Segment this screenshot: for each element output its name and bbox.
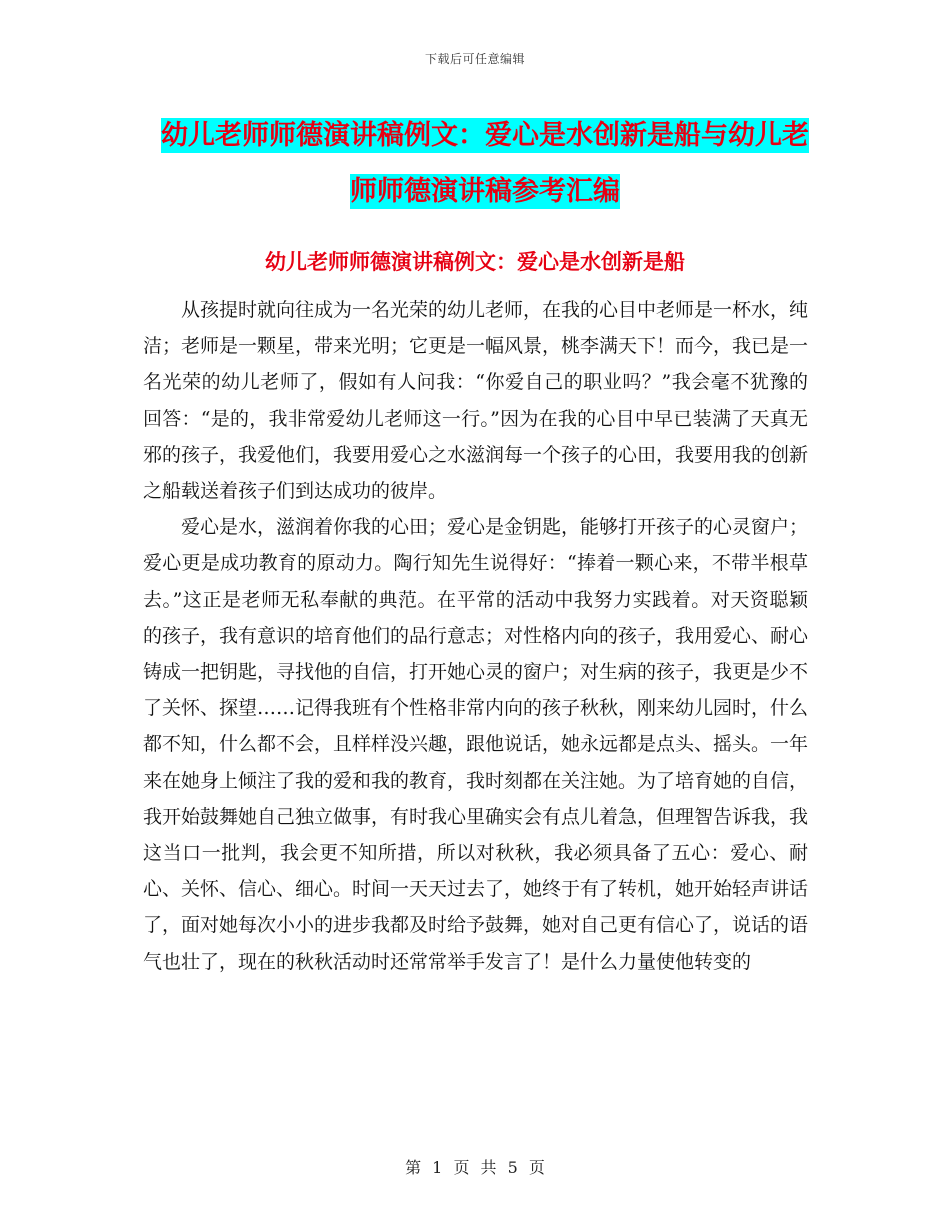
page-footer: 第 1 页 共 5 页 <box>405 1158 545 1177</box>
paragraph: 从孩提时就向往成为一名光荣的幼儿老师，在我的心目中老师是一杯水，纯洁；老师是一颗星，带来光明；它更是一幅风景，桃李满天下！而今，我已是一名光荣的幼儿老师了，假如有人问我：“你爱自己的职业吗？”我会毫不犹豫的回答：“是的，我非常爱幼儿老师这一行。”因为在我的心目中早已装满了天真无邪的孩子，我爱他们，我要用爱心之水滋润每一个孩子的心田，我要用我的创新之船载送着孩子们到达成功的彼岸。 <box>143 299 809 503</box>
document-title <box>160 108 810 220</box>
page-header: 下载后可任意编辑 <box>424 52 525 66</box>
section-title: 幼儿老师师德演讲稿例文：爱心是水创新是船 <box>265 250 685 274</box>
paragraph: 爱心是水，滋润着你我的心田；爱心是金钥匙，能够打开孩子的心灵窗户；爱心更是成功教育的原动力。陶行知先生说得好：“捧着一颗心来，不带半根草去。”这正是老师无私奉献的典范。在平常的活动中我努力实践着。对天资聪颖的孩子，我有意识的培育他们的品行意志；对性格内向的孩子，我用爱心、耐心铸成一把钥匙，寻找他的自信，打开她心灵的窗户；对生病的孩子，我更是少不了关怀、探望……记得我班有个性格非常内向的孩子秋秋，刚来幼儿园时，什么都不知，什么都不会，且样样没兴趣，跟他说话，她永远都是点头、摇头。一年来在她身上倾注了我的爱和我的教育，我时刻都在关注她。为了培育她的自信，我开始鼓舞她自己独立做事，有时我心里确实会有点儿着急，但理智告诉我，我这当口一批判，我会更不知所措，所以对秋秋，我必须具备了五心：爱心、耐心、关怀、信心、细心。时间一天天过去了，她终于有了转机，她开始轻声讲话了，面对她每次小小的进步我都及时给予鼓舞，她对自己更有信心了，说话的语气也壮了，现在的秋秋活动时还常常举手发言了！是什么力量使他转变的 <box>143 516 809 973</box>
body-text <box>143 292 808 980</box>
document-title-text: 幼儿老师师德演讲稿例文：爱心是水创新是船与幼儿老师师德演讲稿参考汇编 <box>161 120 809 207</box>
